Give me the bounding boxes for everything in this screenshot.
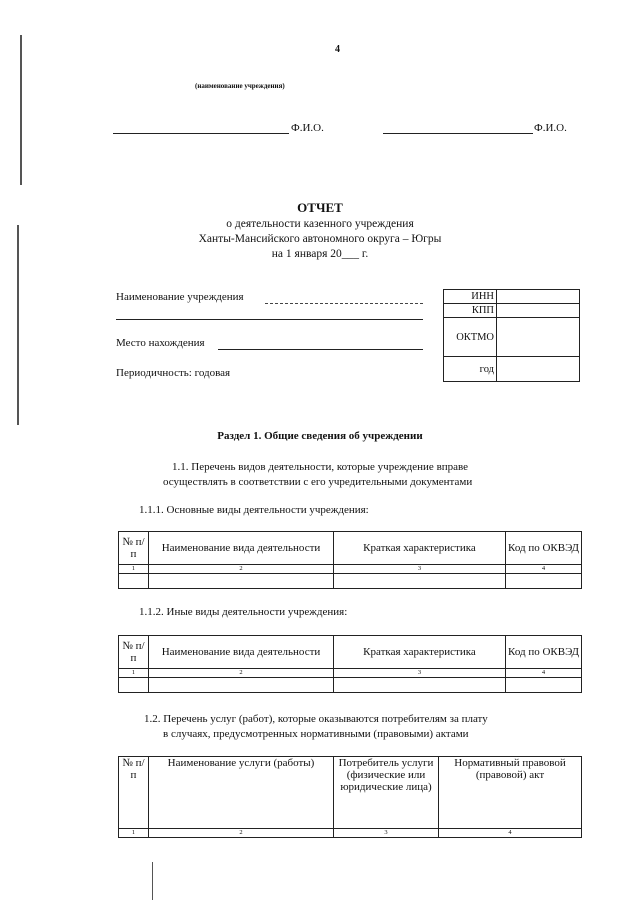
header-number: № п/п — [119, 532, 149, 565]
table-cell — [119, 574, 149, 589]
paragraph-1-2-line-2: в случаях, предусмотренных нормативными (правовыми) актами — [163, 728, 469, 740]
periodicity-label: Периодичность: годовая — [116, 367, 231, 379]
inn-label: ИНН — [444, 290, 497, 304]
kpp-label: КПП — [444, 304, 497, 318]
institution-name-label: Наименование учреждения — [116, 291, 244, 303]
column-number-3: 3 — [334, 829, 439, 838]
header-okved-code: Код по ОКВЭД — [506, 532, 582, 565]
oktmo-label: ОКТМО — [444, 318, 497, 357]
header-legal-act: Нормативный правовой (правовой) акт — [439, 757, 582, 829]
subsection-1-1-1: 1.1.1. Основные виды деятельности учреждения: — [139, 504, 369, 516]
column-number-1: 1 — [119, 829, 149, 838]
right-signature-line — [383, 133, 533, 134]
column-number-3: 3 — [334, 669, 506, 678]
location-line — [218, 349, 423, 350]
table-cell — [149, 678, 334, 693]
oktmo-value — [497, 318, 580, 357]
institution-name-line-2 — [116, 319, 423, 320]
table-cell — [119, 678, 149, 693]
page-number: 4 — [335, 44, 340, 55]
scan-margin-mark — [20, 35, 22, 185]
left-signature-line — [113, 133, 289, 134]
institution-name-line — [265, 303, 423, 304]
paragraph-1-1-line-2: осуществлять в соответствии с его учредительными документами — [163, 476, 473, 488]
table-cell — [334, 678, 506, 693]
scan-margin-mark — [17, 225, 19, 425]
header-service-name: Наименование услуги (работы) — [149, 757, 334, 829]
scan-margin-mark — [152, 862, 153, 900]
column-number-4: 4 — [506, 669, 582, 678]
table-cell — [506, 678, 582, 693]
right-signature-label: Ф.И.О. — [534, 122, 567, 134]
codes-table — [443, 289, 580, 382]
header-number: № п/п — [119, 636, 149, 669]
column-number-4: 4 — [439, 829, 582, 838]
column-number-3: 3 — [334, 565, 506, 574]
kpp-value — [497, 304, 580, 318]
institution-name-caption: (наименование учреждения) — [195, 82, 285, 90]
year-label: год — [444, 357, 497, 382]
column-number-4: 4 — [506, 565, 582, 574]
other-activities-table — [118, 635, 582, 693]
paragraph-1-1-line-1: 1.1. Перечень видов деятельности, которые учреждение вправе — [172, 461, 469, 473]
header-short-description: Краткая характеристика — [334, 636, 506, 669]
column-number-2: 2 — [149, 565, 334, 574]
main-activities-table — [118, 531, 582, 589]
left-signature-label: Ф.И.О. — [291, 122, 324, 134]
header-number: № п/п — [119, 757, 149, 829]
inn-value — [497, 290, 580, 304]
table-cell — [334, 574, 506, 589]
column-number-1: 1 — [119, 669, 149, 678]
table-cell — [149, 574, 334, 589]
report-subtitle-1: о деятельности казенного учреждения — [226, 218, 414, 230]
report-subtitle-2: Ханты-Мансийского автономного округа – Югры — [198, 233, 442, 245]
section-1-title: Раздел 1. Общие сведения об учреждении — [217, 430, 423, 442]
header-activity-name: Наименование вида деятельности — [149, 532, 334, 565]
header-okved-code: Код по ОКВЭД — [506, 636, 582, 669]
subsection-1-1-2: 1.1.2. Иные виды деятельности учреждения: — [139, 606, 348, 618]
report-title: ОТЧЕТ — [297, 200, 343, 215]
header-consumer: Потребитель услуги (физические или юридические лица) — [334, 757, 439, 829]
header-activity-name: Наименование вида деятельности — [149, 636, 334, 669]
location-label: Место нахождения — [116, 337, 205, 349]
column-number-2: 2 — [149, 669, 334, 678]
column-number-2: 2 — [149, 829, 334, 838]
column-number-1: 1 — [119, 565, 149, 574]
report-subtitle-3: на 1 января 20___ г. — [271, 248, 369, 260]
paragraph-1-2-line-1: 1.2. Перечень услуг (работ), которые оказываются потребителям за плату — [144, 713, 488, 725]
header-short-description: Краткая характеристика — [334, 532, 506, 565]
year-value — [497, 357, 580, 382]
services-table — [118, 756, 582, 838]
table-cell — [506, 574, 582, 589]
